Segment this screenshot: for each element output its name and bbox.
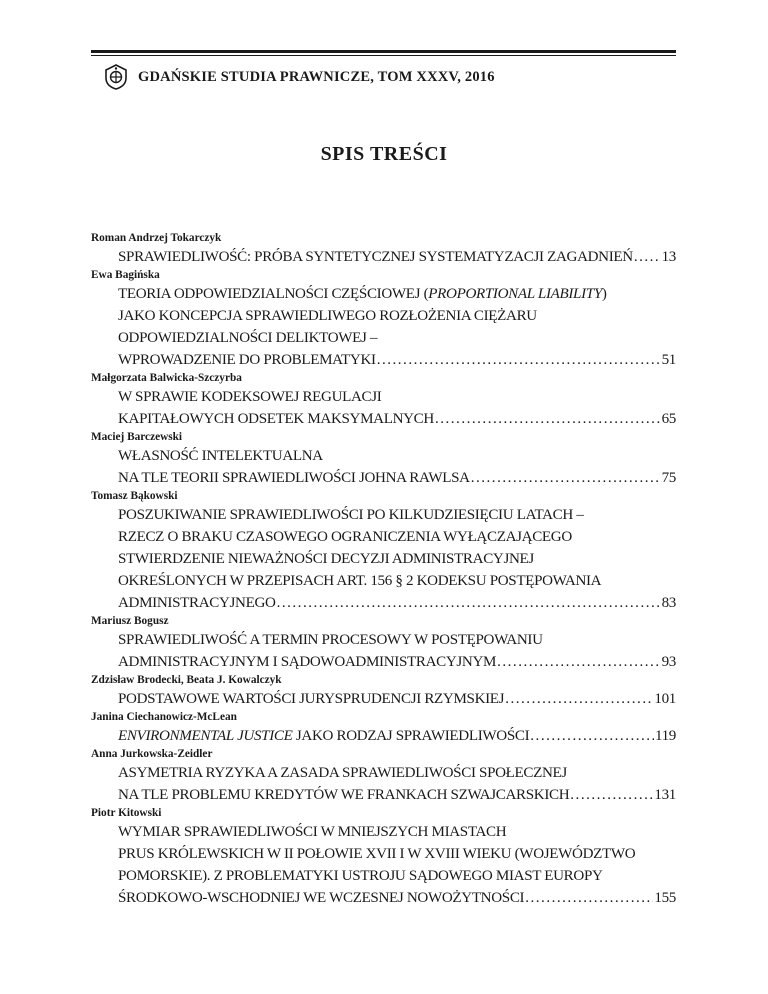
dot-leader <box>530 725 654 747</box>
toc-entry[interactable] <box>91 806 676 909</box>
toc-entry[interactable] <box>91 430 676 489</box>
entry-title-text: WPROWADZENIE DO PROBLEMATYKI <box>118 352 376 368</box>
entry-title-text: NA TLE TEORII SPRAWIEDLIWOŚCI JOHNA RAWLSA <box>118 470 470 486</box>
entry-author: Piotr Kitowski <box>91 807 162 819</box>
entry-title-line: RZECZ O BRAKU CZASOWEGO OGRANICZENIA WYŁĄCZAJĄCEGO <box>118 529 572 545</box>
entry-title-text: ADMINISTRACYJNYM I SĄDOWOADMINISTRACYJNYM <box>118 654 497 670</box>
entry-author: Zdzisław Brodecki, Beata J. Kowalczyk <box>91 674 282 686</box>
entry-title-last-line <box>118 688 676 710</box>
entry-author: Roman Andrzej Tokarczyk <box>91 232 222 244</box>
entry-author: Mariusz Bogusz <box>91 615 169 627</box>
entry-title-last-line <box>118 651 676 673</box>
page-number[interactable]: 51 <box>661 352 676 368</box>
toc-entry[interactable] <box>91 710 676 747</box>
entry-title-line: JAKO KONCEPCJA SPRAWIEDLIWEGO ROZŁOŻENIA CIĘŻARU <box>118 308 537 324</box>
dot-leader <box>435 408 661 430</box>
dot-leader <box>471 467 661 489</box>
entry-title-text: ADMINISTRACYJNEGO <box>118 595 276 611</box>
entry-title-last-line <box>118 349 676 371</box>
entry-author: Małgorzata Balwicka-Szczyrba <box>91 372 242 384</box>
page-number[interactable]: 101 <box>654 691 676 707</box>
entry-title-line: POSZUKIWANIE SPRAWIEDLIWOŚCI PO KILKUDZIESIĘCIU LATACH – <box>118 507 584 523</box>
entry-title-text: SPRAWIEDLIWOŚĆ: PRÓBA SYNTETYCZNEJ SYSTEMATYZACJI ZAGADNIEŃ <box>118 249 633 265</box>
entry-title-text: ENVIRONMENTAL JUSTICE JAKO RODZAJ SPRAWIEDLIWOŚCI <box>118 728 530 744</box>
entry-author: Tomasz Bąkowski <box>91 490 178 502</box>
entry-author: Maciej Barczewski <box>91 431 183 443</box>
university-crest-icon <box>104 64 128 90</box>
entry-title-line: WŁASNOŚĆ INTELEKTUALNA <box>118 448 323 464</box>
entry-title-text: KAPITAŁOWYCH ODSETEK MAKSYMALNYCH <box>118 411 434 427</box>
page-number[interactable]: 65 <box>661 411 676 427</box>
entry-title-line: WYMIAR SPRAWIEDLIWOŚCI W MNIEJSZYCH MIASTACH <box>118 824 507 840</box>
entry-title-last-line <box>118 408 676 430</box>
toc-entry[interactable] <box>91 747 676 806</box>
toc-title: SPIS TREŚCI <box>320 143 448 165</box>
dot-leader <box>525 887 653 909</box>
entry-title-last-line <box>118 784 676 806</box>
entry-title-text: NA TLE PROBLEMU KREDYTÓW WE FRANKACH SZWAJCARSKICH <box>118 787 570 803</box>
running-header <box>104 64 495 90</box>
entry-title-last-line <box>118 887 676 909</box>
entry-title-line: STWIERDZENIE NIEWAŻNOŚCI DECYZJI ADMINISTRACYJNEJ <box>118 551 534 567</box>
toc-entry[interactable] <box>91 489 676 614</box>
toc-entry[interactable] <box>91 268 676 371</box>
entry-title-line: ODPOWIEDZIALNOŚCI DELIKTOWEJ – <box>118 330 378 346</box>
entry-title-line: POMORSKIE). Z PROBLEMATYKI USTROJU SĄDOWEGO MIAST EUROPY <box>118 868 603 884</box>
page-number[interactable]: 119 <box>654 728 676 744</box>
entry-title-text: ŚRODKOWO-WSCHODNIEJ WE WCZESNEJ NOWOŻYTNOŚCI <box>118 890 525 906</box>
header-rule-thick <box>91 50 676 53</box>
dot-leader <box>505 688 653 710</box>
entry-title-line: ASYMETRIA RYZYKA A ZASADA SPRAWIEDLIWOŚCI SPOŁECZNEJ <box>118 765 567 781</box>
table-of-contents <box>91 231 676 909</box>
entry-title-last-line <box>118 725 676 747</box>
entry-title-last-line <box>118 592 676 614</box>
toc-entry[interactable] <box>91 231 676 268</box>
header-rule-thin <box>91 55 676 56</box>
page-number[interactable]: 83 <box>661 595 676 611</box>
page-number[interactable]: 75 <box>661 470 676 486</box>
entry-author: Janina Ciechanowicz-McLean <box>91 711 237 723</box>
entry-author: Anna Jurkowska-Zeidler <box>91 748 213 760</box>
dot-leader <box>634 246 661 268</box>
entry-title-last-line <box>118 246 676 268</box>
toc-entry[interactable] <box>91 673 676 710</box>
entry-title-line: W SPRAWIE KODEKSOWEJ REGULACJI <box>118 389 382 405</box>
dot-leader <box>497 651 660 673</box>
page-number[interactable]: 93 <box>661 654 676 670</box>
entry-author: Ewa Bagińska <box>91 269 160 281</box>
entry-title-line: PRUS KRÓLEWSKICH W II POŁOWIE XVII I W XVIII WIEKU (WOJEWÓDZTWO <box>118 846 636 862</box>
page-number[interactable]: 13 <box>661 249 676 265</box>
dot-leader <box>570 784 653 806</box>
entry-title-line: TEORIA ODPOWIEDZIALNOŚCI CZĘŚCIOWEJ (PROPORTIONAL LIABILITY) <box>118 286 607 302</box>
toc-entry[interactable] <box>91 371 676 430</box>
entry-title-line: SPRAWIEDLIWOŚĆ A TERMIN PROCESOWY W POSTĘPOWANIU <box>118 632 543 648</box>
dot-leader <box>377 349 661 371</box>
page-number[interactable]: 131 <box>654 787 676 803</box>
entry-title-text: PODSTAWOWE WARTOŚCI JURYSPRUDENCJI RZYMSKIEJ <box>118 691 505 707</box>
entry-title-last-line <box>118 467 676 489</box>
entry-title-line: OKREŚLONYCH W PRZEPISACH ART. 156 § 2 KODEKSU POSTĘPOWANIA <box>118 573 602 589</box>
journal-title: GDAŃSKIE STUDIA PRAWNICZE, TOM XXXV, 2016 <box>138 68 495 85</box>
toc-entry[interactable] <box>91 614 676 673</box>
dot-leader <box>277 592 661 614</box>
page-number[interactable]: 155 <box>654 890 676 906</box>
